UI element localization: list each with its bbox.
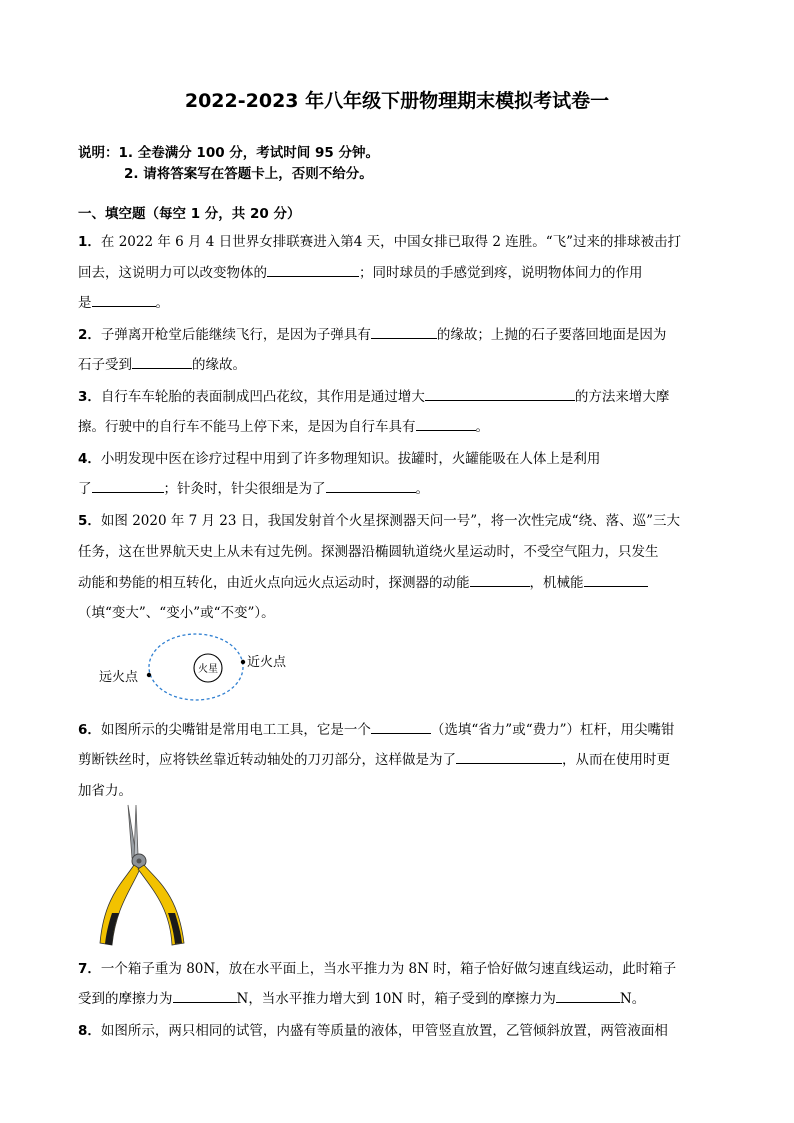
q3-number: 3． — [78, 389, 101, 405]
q7-text: 一个箱子重为 80N，放在水平面上，当水平推力为 8N 时，箱子恰好做匀速直线运动，此时箱子 — [100, 961, 677, 977]
pliers-jaw-right — [134, 805, 138, 858]
answer-blank[interactable] — [92, 478, 164, 493]
q2-text: 石子受到 — [78, 357, 132, 373]
answer-blank[interactable] — [556, 988, 620, 1003]
answer-blank[interactable] — [267, 262, 359, 277]
answer-blank[interactable] — [173, 988, 237, 1003]
answer-blank[interactable] — [326, 478, 416, 493]
q1-line-3 — [78, 291, 728, 311]
q6-number: 6． — [78, 722, 101, 738]
q1-line-2 — [78, 261, 728, 281]
mars-label: 火星 — [198, 664, 218, 675]
q6-text: 加省力。 — [78, 783, 132, 799]
mars-orbit-figure — [95, 630, 315, 705]
answer-blank[interactable] — [470, 572, 530, 587]
far-point-dot — [147, 673, 151, 677]
q6-text: 剪断铁丝时，应将铁丝靠近转动轴处的刀刃部分，这样做是为了 — [78, 752, 456, 768]
q5-line-4 — [78, 601, 728, 621]
answer-blank[interactable] — [132, 354, 192, 369]
q5-line-1 — [78, 509, 728, 529]
q1-text: 回去，这说明力可以改变物体的 — [78, 265, 267, 281]
answer-blank[interactable] — [456, 749, 562, 764]
q7-text: N。 — [619, 991, 646, 1007]
q5-text: （填“变大”、“变小”或“不变”）。 — [78, 605, 275, 621]
q3-text: 自行车车轮胎的表面制成凹凸花纹，其作用是通过增大 — [100, 389, 425, 405]
instructions-line-2: 2. 请将答案写在答题卡上，否则不给分。 — [124, 166, 373, 182]
q2-number: 2． — [78, 327, 101, 343]
q5-line-2 — [78, 540, 728, 560]
q8-number: 8． — [78, 1023, 101, 1039]
q2-text: 的缘故；上抛的石子要落回地面是因为 — [436, 327, 667, 343]
q3-text: 。 — [475, 419, 489, 435]
q5-text: ，机械能 — [529, 575, 584, 591]
q1-text: 。 — [155, 295, 169, 311]
answer-blank[interactable] — [584, 572, 648, 587]
q5-number: 5． — [78, 513, 101, 529]
far-point-label: 远火点 — [99, 670, 139, 685]
q4-text: ；针灸时，针尖很细是为了 — [163, 481, 326, 497]
q3-text: 擦。行驶中的自行车不能马上停下来，是因为自行车具有 — [78, 419, 416, 435]
instructions-line-1: 说明：1. 全卷满分 100 分，考试时间 95 分钟。 — [78, 145, 379, 161]
q4-text: 小明发现中医在诊疗过程中用到了许多物理知识。拔罐时，火罐能吸在人体上是利用 — [100, 451, 601, 467]
pliers-pivot-center — [137, 859, 142, 864]
q7-text: N，当水平推力增大到 10N 时，箱子受到的摩擦力为 — [236, 991, 556, 1007]
near-point-label: 近火点 — [247, 655, 287, 670]
answer-blank[interactable] — [371, 719, 431, 734]
q5-text: 如图 2020 年 7 月 23 日，我国发射首个火星探测器天问一号”，将一次性完成“绕、落、巡”三大 — [100, 513, 680, 529]
answer-blank[interactable] — [371, 324, 437, 339]
q7-line-1 — [78, 957, 728, 977]
answer-blank[interactable] — [416, 416, 476, 431]
q5-text: 动能和势能的相互转化，由近火点向远火点运动时，探测器的动能 — [78, 575, 470, 591]
q6-line-2 — [78, 748, 728, 768]
q4-line-1 — [78, 447, 728, 467]
q4-line-2 — [78, 477, 728, 497]
q8-text: 如图所示，两只相同的试管，内盛有等质量的液体，甲管竖直放置，乙管倾斜放置，两管液面相 — [100, 1023, 668, 1039]
orbit-diagram — [95, 630, 315, 705]
q1-text: 在 2022 年 6 月 4 日世界女排联赛进入第4 天，中国女排已取得 2 连胜。“飞”过来的排球被击打 — [100, 234, 682, 250]
q3-line-2 — [78, 415, 728, 435]
needle-nose-pliers-figure — [92, 803, 192, 948]
q3-line-1 — [78, 385, 728, 405]
q1-text: ；同时球员的手感觉到疼，说明物体间力的作用 — [359, 265, 643, 281]
q7-number: 7． — [78, 961, 101, 977]
section-heading-fill-in: 一、填空题（每空 1 分，共 20 分） — [78, 206, 301, 222]
q8-line-1 — [78, 1019, 728, 1039]
q2-text: 的缘故。 — [192, 357, 246, 373]
q3-text: 的方法来增大摩 — [574, 389, 670, 405]
q6-text: （选填“省力”或“费力”）杠杆，用尖嘴钳 — [430, 722, 675, 738]
exam-title: 2022-2023 年八年级下册物理期末模拟考试卷一 — [184, 90, 610, 112]
q6-text: 如图所示的尖嘴钳是常用电工工具，它是一个 — [100, 722, 371, 738]
q7-line-2 — [78, 987, 728, 1007]
q4-text: 了 — [78, 481, 92, 497]
near-point-dot — [241, 660, 245, 664]
q6-line-1 — [78, 718, 728, 738]
q4-number: 4． — [78, 451, 101, 467]
q2-text: 子弹离开枪堂后能继续飞行，是因为子弹具有 — [100, 327, 371, 343]
q2-line-1 — [78, 323, 728, 343]
q2-line-2 — [78, 353, 728, 373]
q5-text: 任务，这在世界航天史上从未有过先例。探测器沿椭圆轨道绕火星运动时，不受空气阻力，只发生 — [78, 544, 659, 560]
pliers-icon — [92, 803, 192, 948]
pliers-handle-left — [100, 865, 140, 945]
q7-text: 受到的摩擦力为 — [78, 991, 173, 1007]
answer-blank[interactable] — [92, 292, 156, 307]
orbit-ellipse — [149, 634, 243, 700]
q1-number: 1． — [78, 234, 101, 250]
q6-line-3 — [78, 779, 728, 799]
answer-blank[interactable] — [425, 386, 575, 401]
q1-text: 是 — [78, 295, 92, 311]
q6-text: ，从而在使用时更 — [562, 752, 670, 768]
q4-text: 。 — [415, 481, 429, 497]
q5-line-3 — [78, 571, 728, 591]
q1-line-1 — [78, 230, 728, 250]
